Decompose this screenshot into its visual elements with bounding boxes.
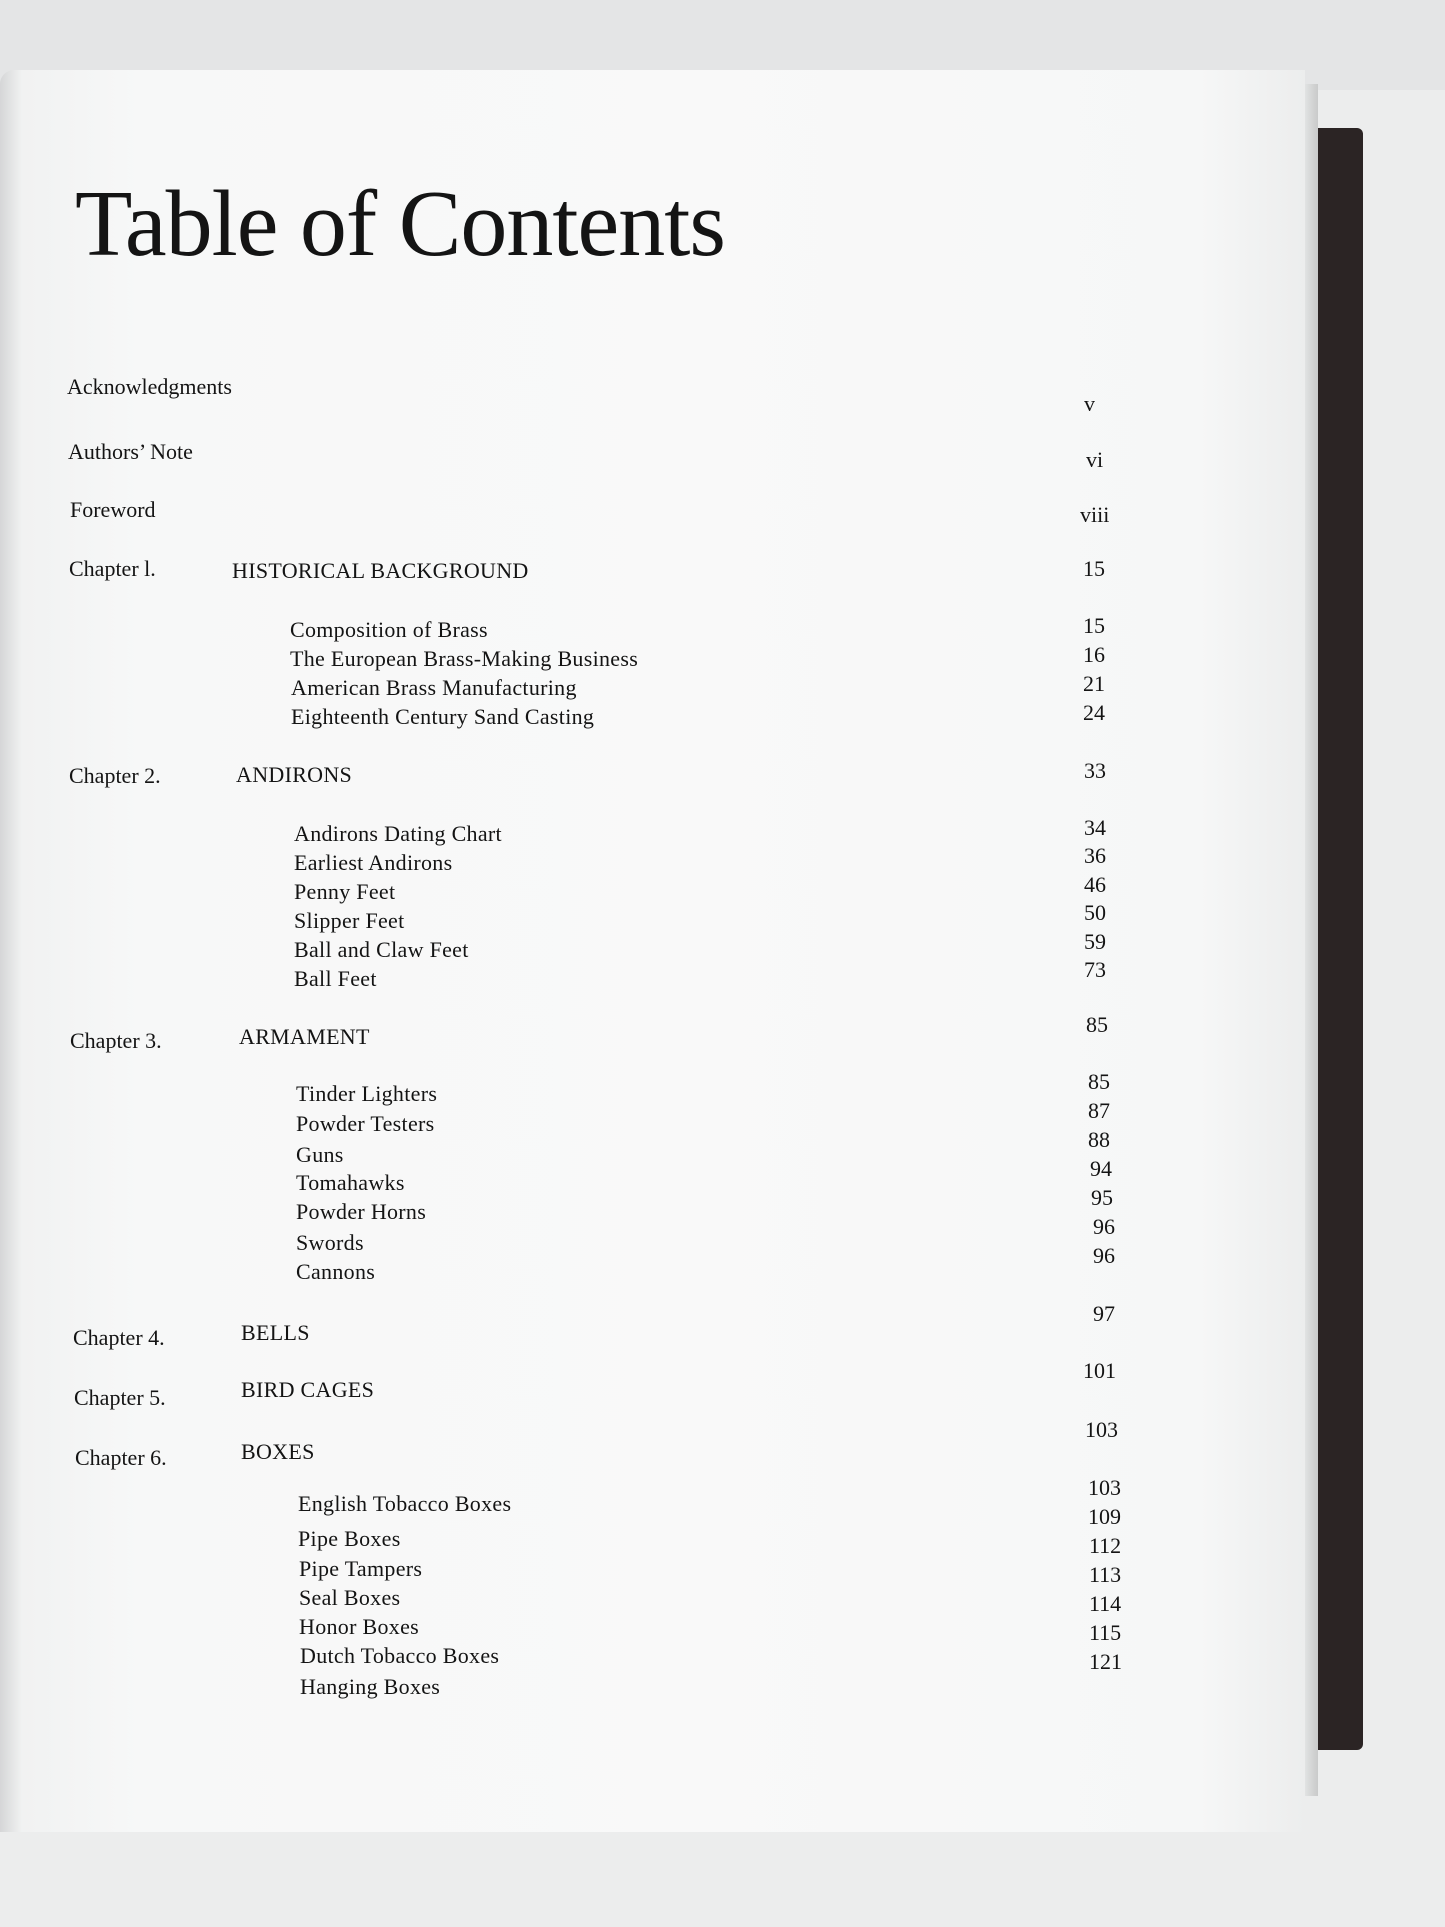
- section-title: Andirons Dating Chart: [294, 821, 502, 846]
- section-title: Powder Testers: [296, 1111, 435, 1136]
- toc-page-number: 113: [1089, 1562, 1122, 1587]
- toc-page-number: 34: [1084, 815, 1106, 840]
- toc-page-number: viii: [1080, 502, 1110, 527]
- toc-page-number: 24: [1083, 700, 1105, 725]
- toc-page-number: 103: [1085, 1417, 1118, 1442]
- chapter-number: Chapter 6.: [75, 1445, 167, 1470]
- toc-front-label: Authors’ Note: [68, 439, 193, 464]
- toc-page-number: 103: [1088, 1475, 1121, 1500]
- chapter-title: BIRD CAGES: [241, 1377, 375, 1402]
- section-title: Pipe Tampers: [299, 1556, 423, 1581]
- chapter-title: BOXES: [241, 1439, 315, 1464]
- toc-front-label: Acknowledgments: [67, 374, 232, 399]
- toc-page-number: 16: [1083, 642, 1105, 667]
- section-title: Cannons: [296, 1259, 376, 1284]
- toc-page-number: 85: [1088, 1069, 1110, 1094]
- toc-page-number: 73: [1084, 957, 1106, 982]
- section-title: Ball Feet: [294, 966, 377, 991]
- section-title: Tomahawks: [296, 1170, 405, 1195]
- toc-page-number: 97: [1093, 1301, 1115, 1326]
- chapter-number: Chapter 3.: [70, 1028, 162, 1053]
- toc-front-label: Foreword: [70, 497, 156, 522]
- section-title: Pipe Boxes: [298, 1526, 401, 1551]
- chapter-title: BELLS: [241, 1320, 310, 1345]
- toc-page-number: 59: [1084, 929, 1106, 954]
- toc-page-number: 87: [1088, 1098, 1110, 1123]
- toc-page-number: 85: [1086, 1012, 1108, 1037]
- toc-page-number: 96: [1093, 1214, 1115, 1239]
- chapter-number: Chapter 4.: [73, 1325, 165, 1350]
- toc-page-number: 101: [1083, 1358, 1116, 1383]
- section-title: Tinder Lighters: [296, 1081, 438, 1106]
- toc-page-number: 46: [1084, 872, 1106, 897]
- section-title: Composition of Brass: [290, 617, 488, 642]
- section-title: Seal Boxes: [299, 1585, 401, 1610]
- section-title: American Brass Manufacturing: [291, 675, 577, 700]
- toc-page-number: 88: [1088, 1127, 1110, 1152]
- toc-page-number: 115: [1089, 1620, 1122, 1645]
- section-title: Ball and Claw Feet: [294, 937, 469, 962]
- section-title: Hanging Boxes: [300, 1674, 441, 1699]
- toc-page-number: 50: [1084, 900, 1106, 925]
- toc-page-number: 15: [1083, 613, 1105, 638]
- section-title: Guns: [296, 1142, 344, 1167]
- chapter-number: Chapter 5.: [74, 1385, 166, 1410]
- toc-page-number: 33: [1084, 758, 1106, 783]
- section-title: Powder Horns: [296, 1199, 427, 1224]
- toc-page-number: vi: [1086, 447, 1104, 472]
- section-title: Swords: [296, 1230, 364, 1255]
- section-title: Eighteenth Century Sand Casting: [291, 704, 595, 729]
- section-title: Earliest Andirons: [294, 850, 453, 875]
- toc-page-number: 96: [1093, 1243, 1115, 1268]
- toc-page-number: 121: [1089, 1649, 1122, 1674]
- toc-page-number: 112: [1089, 1533, 1122, 1558]
- chapter-title: ARMAMENT: [239, 1024, 370, 1049]
- toc-page-number: 95: [1091, 1185, 1113, 1210]
- section-title: Penny Feet: [294, 879, 396, 904]
- page-title: Table of Contents: [75, 172, 725, 276]
- toc-page-number: 94: [1090, 1156, 1112, 1181]
- section-title: Honor Boxes: [299, 1614, 420, 1639]
- toc-page-number: 109: [1088, 1504, 1121, 1529]
- section-title: Slipper Feet: [294, 908, 405, 933]
- chapter-number: Chapter 2.: [69, 763, 161, 788]
- toc-page-number: 15: [1083, 556, 1105, 581]
- section-title: The European Brass-Making Business: [290, 646, 639, 671]
- chapter-title: ANDIRONS: [236, 762, 353, 787]
- section-title: English Tobacco Boxes: [298, 1491, 512, 1516]
- chapter-title: HISTORICAL BACKGROUND: [232, 558, 529, 583]
- toc-page-number: v: [1084, 391, 1095, 416]
- chapter-number: Chapter l.: [69, 556, 156, 581]
- toc-page-number: 114: [1089, 1591, 1122, 1616]
- section-title: Dutch Tobacco Boxes: [300, 1643, 500, 1668]
- toc-page-number: 21: [1083, 671, 1105, 696]
- toc-page-number: 36: [1084, 843, 1106, 868]
